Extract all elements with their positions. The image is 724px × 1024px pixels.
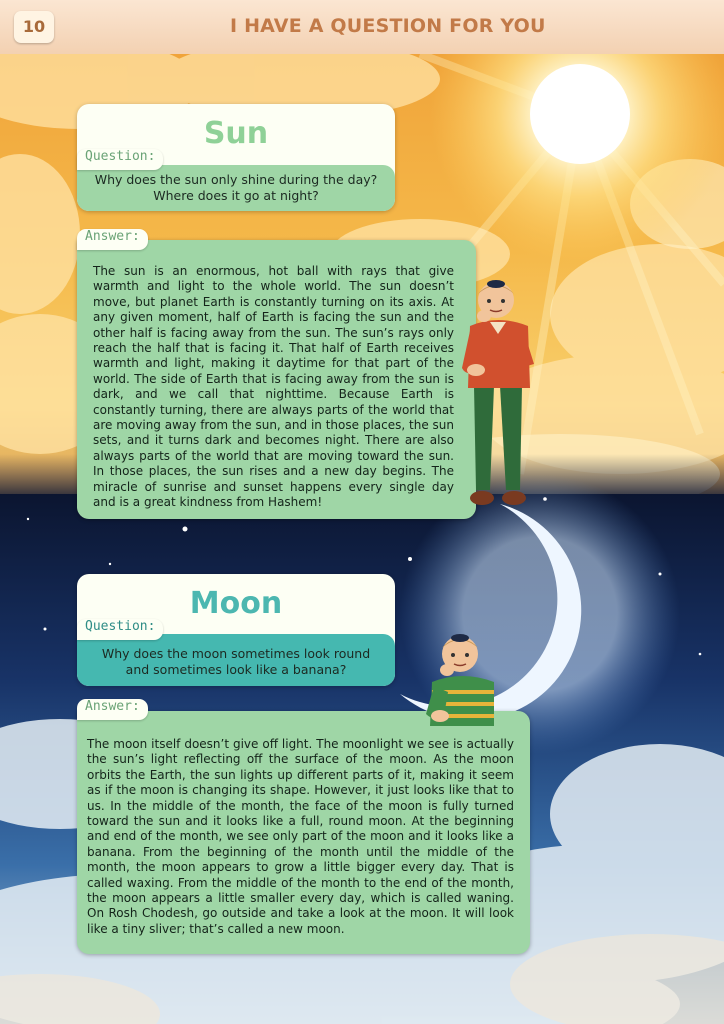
page-title: I HAVE A QUESTION FOR YOU [230, 15, 546, 37]
moon-answer-box [77, 711, 530, 954]
moon-title: Moon [189, 586, 283, 621]
moon-question-band [77, 634, 395, 686]
sun-question-label: Question: [77, 149, 163, 170]
page-header [0, 0, 724, 54]
moon-answer-label: Answer: [77, 699, 148, 720]
moon-question-text: Why does the moon sometimes look round and sometimes look like a banana? [101, 646, 371, 677]
moon-question-label: Question: [77, 619, 163, 640]
sun-question-text: Why does the sun only shine during the day? Where does it go at night? [94, 172, 378, 203]
moon-answer-text: The moon itself doesn’t give off light. The moonlight we see is actually the sun’s light reflecting off the surface of the moon. As the moon orbits the Earth, the sun lights up different parts of it, making it seem as if the moon is changing its shape. However, it just looks like that to us. In the middle of the month, the face of the moon is fully turned toward the sun and it looks like a full, round moon. At the beginning and end of the month, we see only part of the moon and it looks like a banana. From the beginning of the month until the middle of the month, the moon appears to grow a little bigger every day. That is called waxing. From the middle of the month to the end of the month, the moon appears a little smaller every day, which is called waning. On Rosh Chodesh, go outside and take a look at the moon. It will look like a tiny sliver; that’s called a new moon. [87, 737, 514, 936]
boy-thinking-illustration [462, 276, 538, 508]
page-number: 10 [14, 11, 54, 43]
sun-title: Sun [203, 116, 269, 151]
sun-answer-label: Answer: [77, 229, 148, 250]
sun-answer-box [77, 240, 476, 519]
sun-answer-text: The sun is an enormous, hot ball with rays that give warmth and light to the whole world. The sun doesn’t move, but planet Earth is constantly turning on its axis. At any given moment, half of Earth is facing the sun and the other half is facing away from the sun. The sun’s rays only reach the half that is facing it. That half of Earth receives warmth and light, making it daytime for that part of the world. The side of Earth that is facing away from the sun is dark, and we call that nighttime. Because Earth is constantly turning, there are always parts of the world that are moving away from the sun, and in those places, the sun sets, and it turns dark and becomes night. There are also always parts of the world that are moving toward the sun. In those places, the sun rises and a new day begins. The miracle of sunrise and sunset happens every single day and is a great kindness from Hashem! [93, 264, 454, 510]
boy-thinking-small-illustration [426, 626, 498, 728]
sun-question-band [77, 165, 395, 211]
